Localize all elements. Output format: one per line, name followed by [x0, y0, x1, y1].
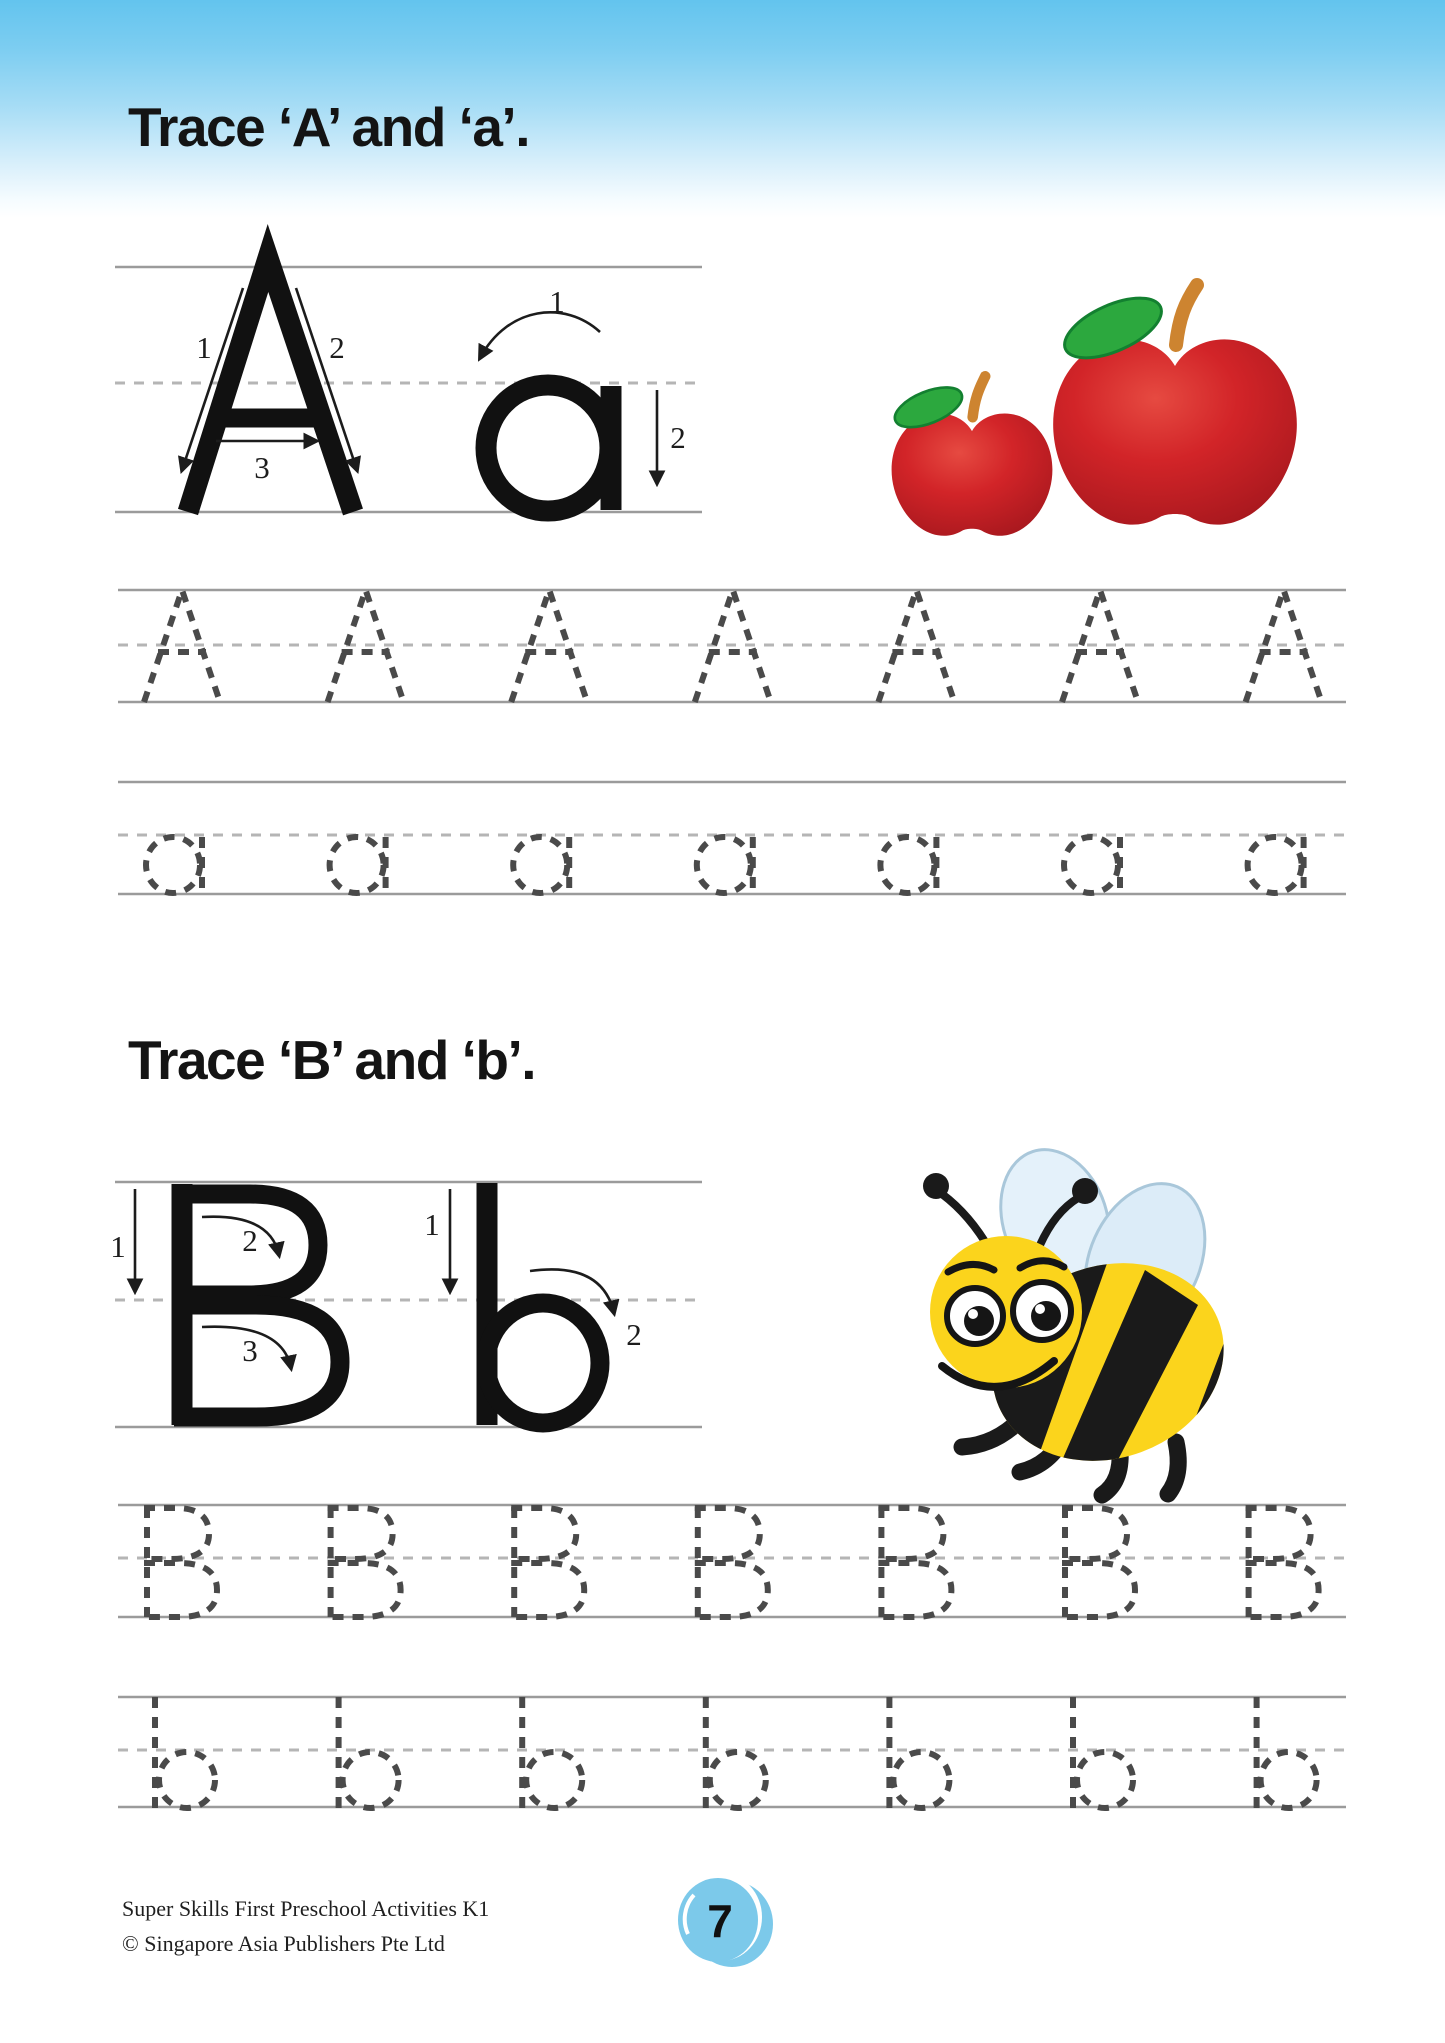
page-number-badge [672, 1872, 776, 1976]
example-letter-b [486, 1183, 600, 1425]
stroke-number: 2 [626, 1317, 642, 1352]
practice-row-A [108, 583, 1348, 713]
apple-stem [1176, 285, 1197, 345]
trace-letter-a [1064, 837, 1120, 894]
trace-letter-b [522, 1697, 582, 1809]
apples-illustration [870, 210, 1330, 565]
practice-row-b [108, 1690, 1348, 1820]
footer-copyright: © Singapore Asia Publishers Pte Ltd [122, 1931, 445, 1956]
big-apple [1053, 285, 1297, 525]
example-letter-a [486, 385, 611, 511]
trace-letter-a [880, 837, 936, 894]
trace-letter-a [146, 837, 202, 894]
trace-letter-b [339, 1697, 399, 1809]
trace-letter-a [1248, 837, 1304, 894]
trace-letter-b [889, 1697, 949, 1809]
trace-letter-b [1073, 1697, 1133, 1809]
bee-illustration [880, 1120, 1240, 1480]
stroke-number: 2 [329, 330, 345, 365]
practice-row-B [108, 1498, 1348, 1628]
trace-letter-b [1257, 1697, 1317, 1809]
stroke-number: 1 [424, 1207, 440, 1242]
practice-row-a [108, 775, 1348, 905]
trace-letter-B [695, 1507, 768, 1617]
trace-letter-b [155, 1697, 215, 1809]
trace-letter-a [697, 837, 753, 894]
stroke-arrow-2 [202, 1217, 279, 1255]
stroke-number: 1 [196, 330, 212, 365]
page-number: 7 [707, 1895, 733, 1947]
stroke-number: 3 [242, 1333, 258, 1368]
footer-book-title: Super Skills First Preschool Activities K1 [122, 1896, 490, 1921]
trace-letter-b [706, 1697, 766, 1809]
trace-letter-a [513, 837, 569, 894]
trace-letter-B [144, 1507, 217, 1617]
stroke-number: 2 [670, 420, 686, 455]
stroke-arrow-1 [480, 312, 600, 358]
trace-letter-B [1246, 1507, 1319, 1617]
trace-letter-B [1062, 1507, 1135, 1617]
stroke-number: 1 [549, 284, 565, 319]
section-b-heading: Trace ‘B’ and ‘b’. [128, 1029, 536, 1091]
trace-letter-a [330, 837, 386, 894]
trace-letter-B [511, 1507, 584, 1617]
trace-letter-B [878, 1507, 951, 1617]
section-a-heading: Trace ‘A’ and ‘a’. [128, 96, 529, 158]
small-apple [889, 376, 1052, 536]
example-letter-B [174, 1184, 340, 1425]
stroke-number: 2 [242, 1223, 258, 1258]
letter-Aa-stroke-guide [110, 240, 710, 540]
letter-Bb-stroke-guide [110, 1155, 710, 1455]
stroke-number: 3 [254, 450, 270, 485]
trace-letter-B [328, 1507, 401, 1617]
stroke-number: 1 [110, 1229, 126, 1264]
apple-stem [973, 376, 986, 417]
